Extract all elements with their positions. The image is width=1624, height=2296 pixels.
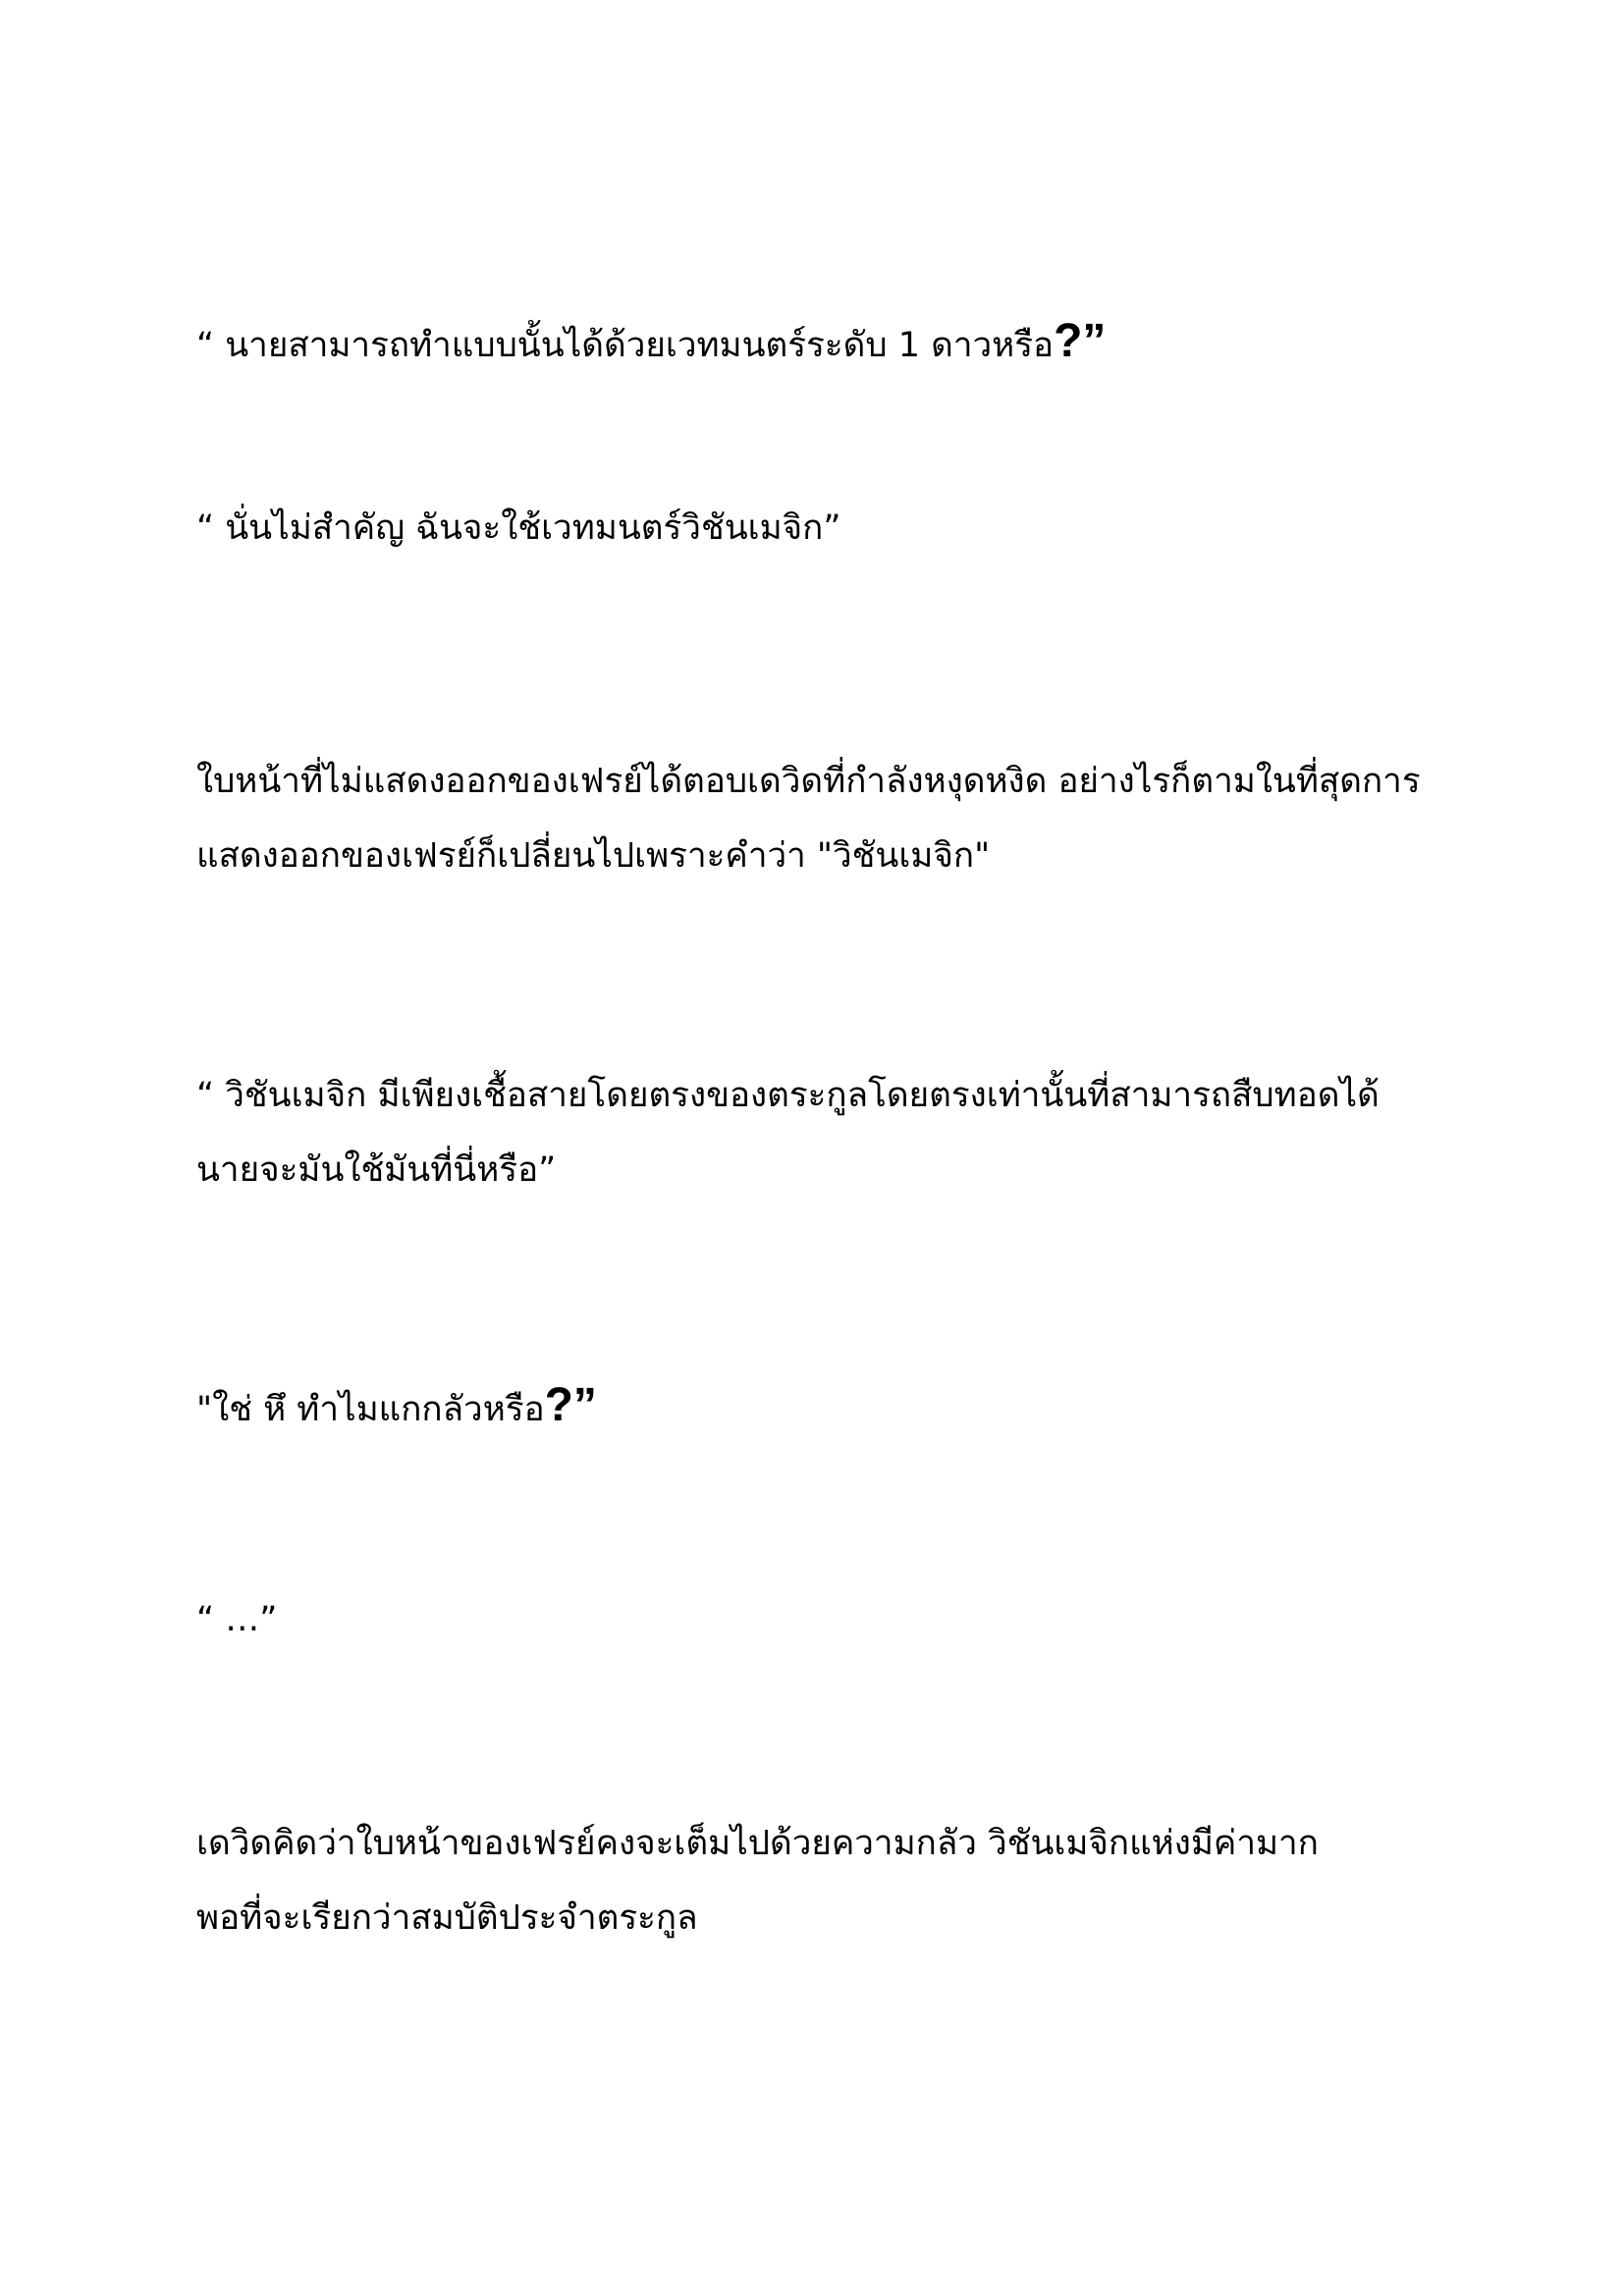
paragraph-line: แสดงออกของเฟรย์ก็เปลี่ยนไปเพราะคำว่า "วิชันเมจิก" [196, 836, 991, 876]
paragraph-line [196, 304, 1473, 383]
paragraph-5 [196, 1368, 1473, 1447]
paragraph-7 [196, 1806, 1473, 1955]
paragraph-1 [196, 304, 1473, 383]
line-text: "ใช่ หึ ทำไมแกกลัวหรือ [196, 1390, 545, 1429]
question-mark-quote: ?” [544, 1379, 597, 1431]
paragraph-line: ใบหน้าที่ไม่แสดงออกของเฟรย์ได้ตอบเดวิดที่กำลังหงุดหงิด อย่างไรก็ตามในที่สุดการ [196, 762, 1421, 801]
paragraph-3 [196, 744, 1473, 893]
paragraph-line: พอที่จะเรียกว่าสมบัติประจำตระกูล [196, 1898, 698, 1938]
paragraph-4 [196, 1058, 1473, 1207]
line-text: “ นายสามารถทำแบบนั้นได้ด้วยเวทมนตร์ระดับ 1 ดาวหรือ [196, 326, 1055, 365]
paragraph-line: นายจะมันใช้มันที่นี่หรือ” [196, 1150, 557, 1190]
paragraph-6 [196, 1582, 1473, 1657]
paragraph-line: เดวิดคิดว่าใบหน้าของเฟรย์คงจะเต็มไปด้วยความกลัว วิชันเมจิกแห่งมีค่ามาก [196, 1824, 1319, 1863]
paragraph-2 [196, 491, 1473, 565]
paragraph-line [196, 1368, 1473, 1447]
paragraph-line: “ …” [196, 1600, 278, 1639]
paragraph-line: “ นั่นไม่สำคัญ ฉันจะใช้เวทมนตร์วิชันเมจิก” [196, 508, 841, 548]
paragraph-line: “ วิชันเมจิก มีเพียงเชื้อสายโดยตรงของตระกูลโดยตรงเท่านั้นที่สามารถสืบทอดได้ [196, 1076, 1380, 1115]
question-mark-quote: ?” [1054, 315, 1107, 367]
